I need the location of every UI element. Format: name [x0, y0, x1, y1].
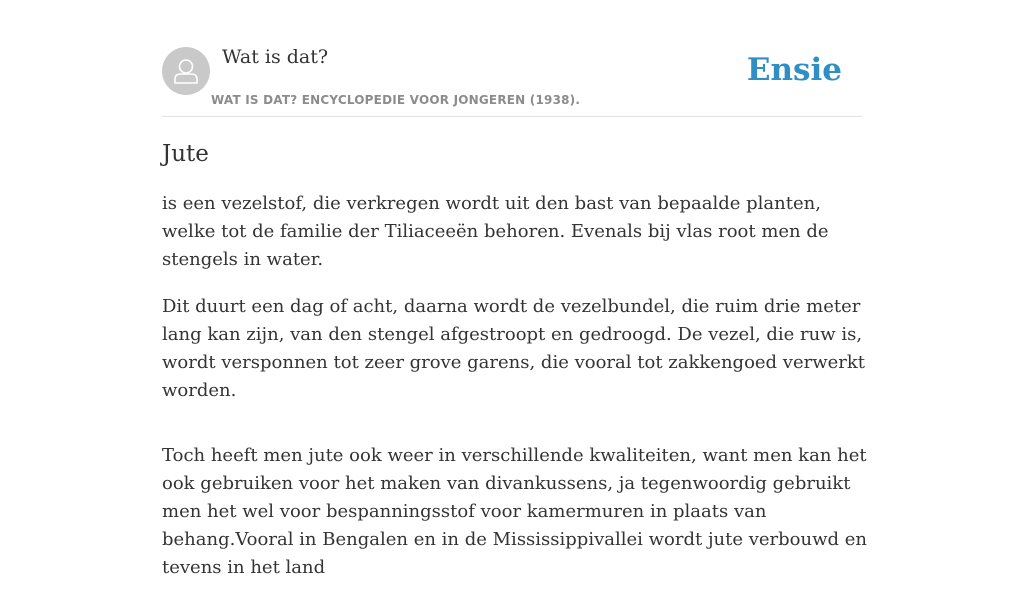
source-header [162, 40, 862, 117]
article-title: Jute [162, 141, 209, 167]
source-subtitle[interactable]: WAT IS DAT? ENCYCLOPEDIE VOOR JONGEREN (1938). [211, 93, 581, 107]
article-paragraph-3: Toch heeft men jute ook weer in verschillende kwaliteiten, want men kan het ook gebruiken voor het maken van divankussens, ja tegenwoordig gebruikt men het wel voor bespanningsstof voor kamermuren in plaats van behang.Vooral in Bengalen en in de Mississippivallei wordt jute verbouwd en tevens in het land [162, 445, 868, 578]
ensie-logo-link[interactable]: Ensie [746, 52, 842, 88]
article-paragraph-2: Dit duurt een dag of acht, daarna wordt de vezelbundel, die ruim drie meter lang kan zijn, van den stengel afgestroopt en gedroogd. De vezel, die ruw is, wordt versponnen tot zeer grove garens, die vooral tot zakkengoed verwerkt worden. [162, 296, 866, 401]
article [162, 138, 868, 601]
article-paragraph-1: is een vezelstof, die verkregen wordt uit den bast van bepaalde planten, welke tot de familie der Tiliaceeën behoren. Evenals bij vlas root men de stengels in water. [162, 193, 829, 270]
user-icon[interactable] [162, 47, 210, 95]
source-title[interactable]: Wat is dat? [222, 46, 329, 68]
